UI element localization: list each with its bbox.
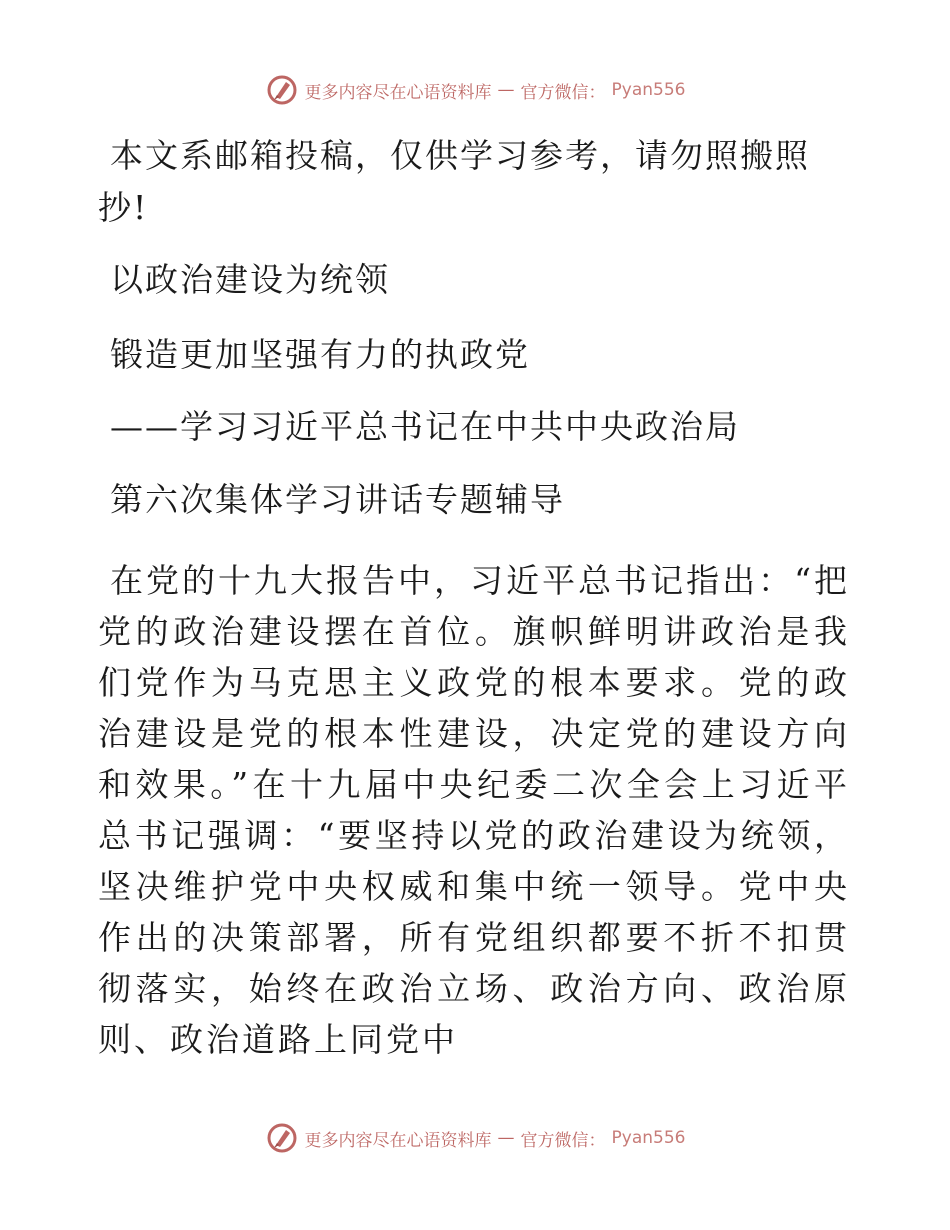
document-title: 以政治建设为统领 <box>110 260 390 299</box>
watermark-contact-label: 官方微信： <box>520 82 606 103</box>
watermark-banner-bottom <box>0 1118 950 1158</box>
watermark-contact-label: 官方微信： <box>520 1130 606 1151</box>
body-paragraph: 在党的十九大报告中，习近平总书记指出：“把党的政治建设摆在首位。旗帜鲜明讲政治是我们党作为马克思主义政党的根本要求。党的政治建设是党的根本性建设，决定党的建设方向和效果。”在十九届中央纪委二次全会上习近平总书记强调：“要坚持以党的政治建设为统领，坚决维护党中央权威和集中统一领导。党中央作出的决策部署，所有党组织都要不折不扣贯彻落实，始终在政治立场、政治方向、政治原则、政治道路上同党中 <box>98 561 850 1059</box>
document-subheading-line-1: ——学习习近平总书记在中共中央政治局 <box>110 407 740 446</box>
watermark-separator: — <box>497 80 515 100</box>
document-subheading-line-2: 第六次集体学习讲话专题辅导 <box>110 480 565 519</box>
watermark-separator: — <box>497 1128 515 1148</box>
pen-nib-logo-icon <box>265 73 299 107</box>
pen-nib-logo-icon <box>265 1121 299 1155</box>
disclaimer-text: 本文系邮箱投稿，仅供学习参考，请勿照搬照抄! <box>98 136 810 227</box>
watermark-contact-id: Pyan556 <box>611 80 686 100</box>
watermark-site-text: 更多内容尽在心语资料库 <box>304 1130 492 1151</box>
watermark-contact-id: Pyan556 <box>611 1128 686 1148</box>
document-subtitle: 锻造更加坚强有力的执政党 <box>110 335 530 374</box>
watermark-site-text: 更多内容尽在心语资料库 <box>304 82 492 103</box>
watermark-banner-top <box>0 70 950 110</box>
